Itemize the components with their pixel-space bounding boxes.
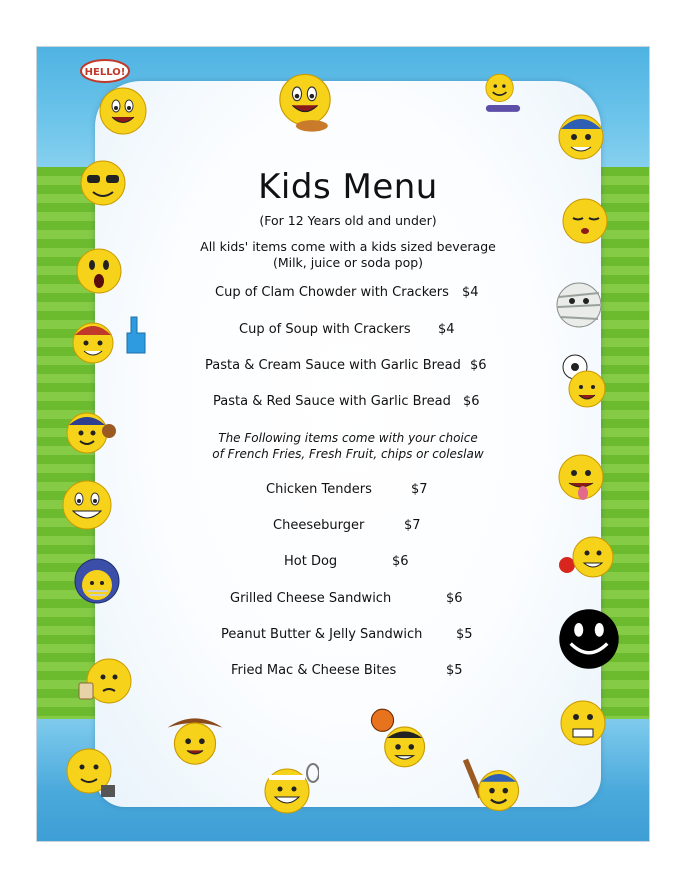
menu-item-price: $6 <box>446 591 463 606</box>
basketball-smiley-icon <box>367 707 429 769</box>
foam-finger-icon <box>119 315 149 355</box>
choice-note-options: of French Fries, Fresh Fruit, chips or coleslaw <box>212 447 484 461</box>
beverage-note-detail: (Milk, juice or soda pop) <box>272 255 424 270</box>
menu-item-price: $6 <box>470 358 487 373</box>
tongue-out-smiley-icon <box>553 451 609 507</box>
menu-item-price: $5 <box>446 663 463 678</box>
menu-item-price: $7 <box>411 482 428 497</box>
baseball-bat-smiley-icon <box>461 753 523 815</box>
menu-item-name: Pasta & Red Sauce with Garlic Bread <box>213 394 451 409</box>
menu-item-name: Cheeseburger <box>273 518 365 533</box>
sports-fan-smiley-icon <box>65 313 121 369</box>
sleeping-smiley-icon <box>557 193 613 249</box>
menu-item-name: Pasta & Cream Sauce with Garlic Bread <box>205 358 461 373</box>
sunglasses-smiley-icon <box>75 155 131 211</box>
menu-item-name: Cup of Soup with Crackers <box>239 322 411 337</box>
menu-item-name: Hot Dog <box>284 554 338 569</box>
baseball-glove-smiley-icon <box>61 401 117 457</box>
hello-text: HELLO! <box>84 67 126 78</box>
menu-item-price: $4 <box>438 322 455 337</box>
grinning-smiley-icon <box>59 477 115 533</box>
choice-note: The Following items come with your choice <box>218 431 478 445</box>
beverage-note: All kids' items come with a kids sized beverage <box>200 239 496 254</box>
burger-smiley-icon <box>273 71 337 135</box>
menu-page <box>36 46 650 842</box>
menu-item-name: Peanut Butter & Jelly Sandwich <box>221 627 423 642</box>
menu-subtitle: (For 12 Years old and under) <box>259 213 437 228</box>
menu-item-name: Fried Mac & Cheese Bites <box>231 663 397 678</box>
coffee-smiley-icon <box>77 653 133 709</box>
menu-item-name: Cup of Clam Chowder with Crackers <box>215 285 449 300</box>
hello-speech-bubble <box>79 59 131 85</box>
soccer-smiley-icon <box>555 353 611 409</box>
skateboard-smiley-icon <box>479 69 527 117</box>
phone-smiley-icon <box>61 745 117 801</box>
black-smiley-icon <box>557 607 621 671</box>
tennis-smiley-icon <box>263 763 319 819</box>
menu-item-name: Grilled Cheese Sandwich <box>230 591 392 606</box>
cowgirl-smiley-icon <box>163 707 227 771</box>
football-helmet-smiley-icon <box>67 553 123 609</box>
hockey-smiley-icon <box>553 107 609 163</box>
surprised-smiley-icon <box>71 243 127 299</box>
menu-item-price: $6 <box>463 394 480 409</box>
menu-title: Kids Menu <box>258 167 438 207</box>
menu-item-price: $6 <box>392 554 409 569</box>
grimacing-smiley-icon <box>553 697 609 753</box>
menu-item-price: $4 <box>462 285 479 300</box>
waving-smiley-icon <box>93 81 149 137</box>
menu-item-name: Chicken Tenders <box>266 482 372 497</box>
menu-item-price: $7 <box>404 518 421 533</box>
menu-item-price: $5 <box>456 627 473 642</box>
mummy-smiley-icon <box>551 277 607 333</box>
apple-smiley-icon <box>559 531 615 587</box>
